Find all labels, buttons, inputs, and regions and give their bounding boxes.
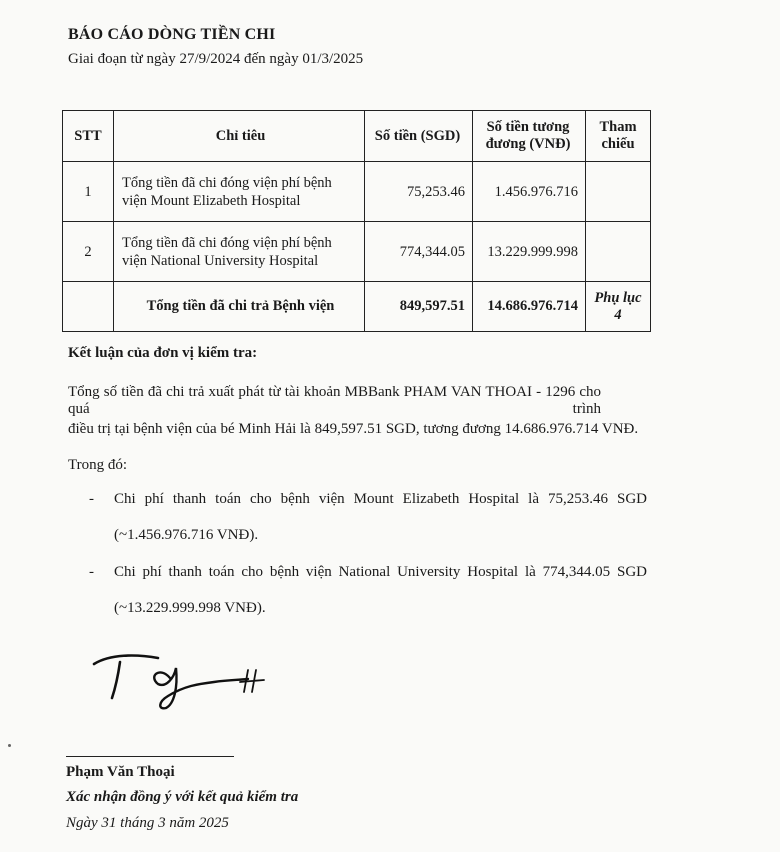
- row-item-line1: Tổng tiền đã chi đóng viện phí bệnh: [122, 174, 332, 191]
- row-item-line2: viện Mount Elizabeth Hospital: [122, 192, 301, 209]
- col-sgd-header: Số tiền (SGD): [365, 111, 473, 162]
- report-title: BÁO CÁO DÒNG TIỀN CHI: [68, 26, 276, 43]
- confirmation-text: Xác nhận đồng ý với kết quả kiểm tra: [66, 789, 299, 805]
- total-vnd: 14.686.976.714: [473, 282, 586, 332]
- row-stt: 1: [63, 162, 114, 222]
- total-label: Tổng tiền đã chi trả Bệnh viện: [114, 282, 365, 332]
- col-stt-header: STT: [63, 111, 114, 162]
- bullet-2-line-2: (~13.229.999.998 VNĐ).: [114, 600, 266, 616]
- bullet-1-line-2: (~1.456.976.716 VNĐ).: [114, 527, 259, 543]
- row-item: [114, 222, 365, 282]
- signature-date: Ngày 31 tháng 3 năm 2025: [66, 815, 229, 831]
- conclusion-line-3: Trong đó:: [68, 457, 128, 473]
- bullet-1-line-1: Chi phí thanh toán cho bệnh viện Mount Elizabeth Hospital là 75,253.46 SGD: [114, 491, 647, 507]
- table-header-row: [63, 111, 651, 162]
- row-stt: 2: [63, 222, 114, 282]
- row-sgd: 774,344.05: [365, 222, 473, 282]
- col-ref-header: Tham chiếu: [586, 111, 651, 162]
- bullet-dash: -: [89, 491, 94, 507]
- row-vnd: 1.456.976.716: [473, 162, 586, 222]
- total-stt-empty: [63, 282, 114, 332]
- cashflow-table: [62, 110, 651, 332]
- table-row: [63, 222, 651, 282]
- row-ref: [586, 222, 651, 282]
- bullet-2-line-1: Chi phí thanh toán cho bệnh viện National University Hospital là 774,344.05 SGD: [114, 564, 647, 580]
- table-total-row: [63, 282, 651, 332]
- conclusion-heading: Kết luận của đơn vị kiểm tra:: [68, 345, 258, 361]
- row-item-line2: viện National University Hospital: [122, 252, 319, 269]
- bullet-dash: -: [89, 564, 94, 580]
- row-item-line1: Tổng tiền đã chi đóng viện phí bệnh: [122, 234, 332, 251]
- signer-name: Phạm Văn Thoại: [66, 764, 175, 780]
- col-item-header: Chỉ tiêu: [114, 111, 365, 162]
- report-period: Giai đoạn từ ngày 27/9/2024 đến ngày 01/3/2025: [68, 51, 364, 67]
- total-sgd: 849,597.51: [365, 282, 473, 332]
- row-sgd: 75,253.46: [365, 162, 473, 222]
- conclusion-line-2: điều trị tại bệnh viện của bé Minh Hải là 849,597.51 SGD, tương đương 14.686.976.714 VNĐ.: [68, 421, 639, 437]
- conclusion-line-1: Tổng số tiền đã chi trả xuất phát từ tài khoản MBBank PHAM VAN THOAI - 1296 cho quá trình: [68, 384, 601, 417]
- total-ref: Phụ lục 4: [586, 282, 651, 332]
- signature-line: [66, 756, 234, 757]
- col-vnd-header-line1: Số tiền tương: [486, 119, 570, 135]
- scan-speck: [8, 744, 11, 747]
- row-item: [114, 162, 365, 222]
- handwritten-signature: [88, 648, 278, 714]
- col-vnd-header-line2: đương (VNĐ): [485, 136, 571, 152]
- table-row: [63, 162, 651, 222]
- row-ref: [586, 162, 651, 222]
- row-vnd: 13.229.999.998: [473, 222, 586, 282]
- col-vnd-header: [473, 111, 586, 162]
